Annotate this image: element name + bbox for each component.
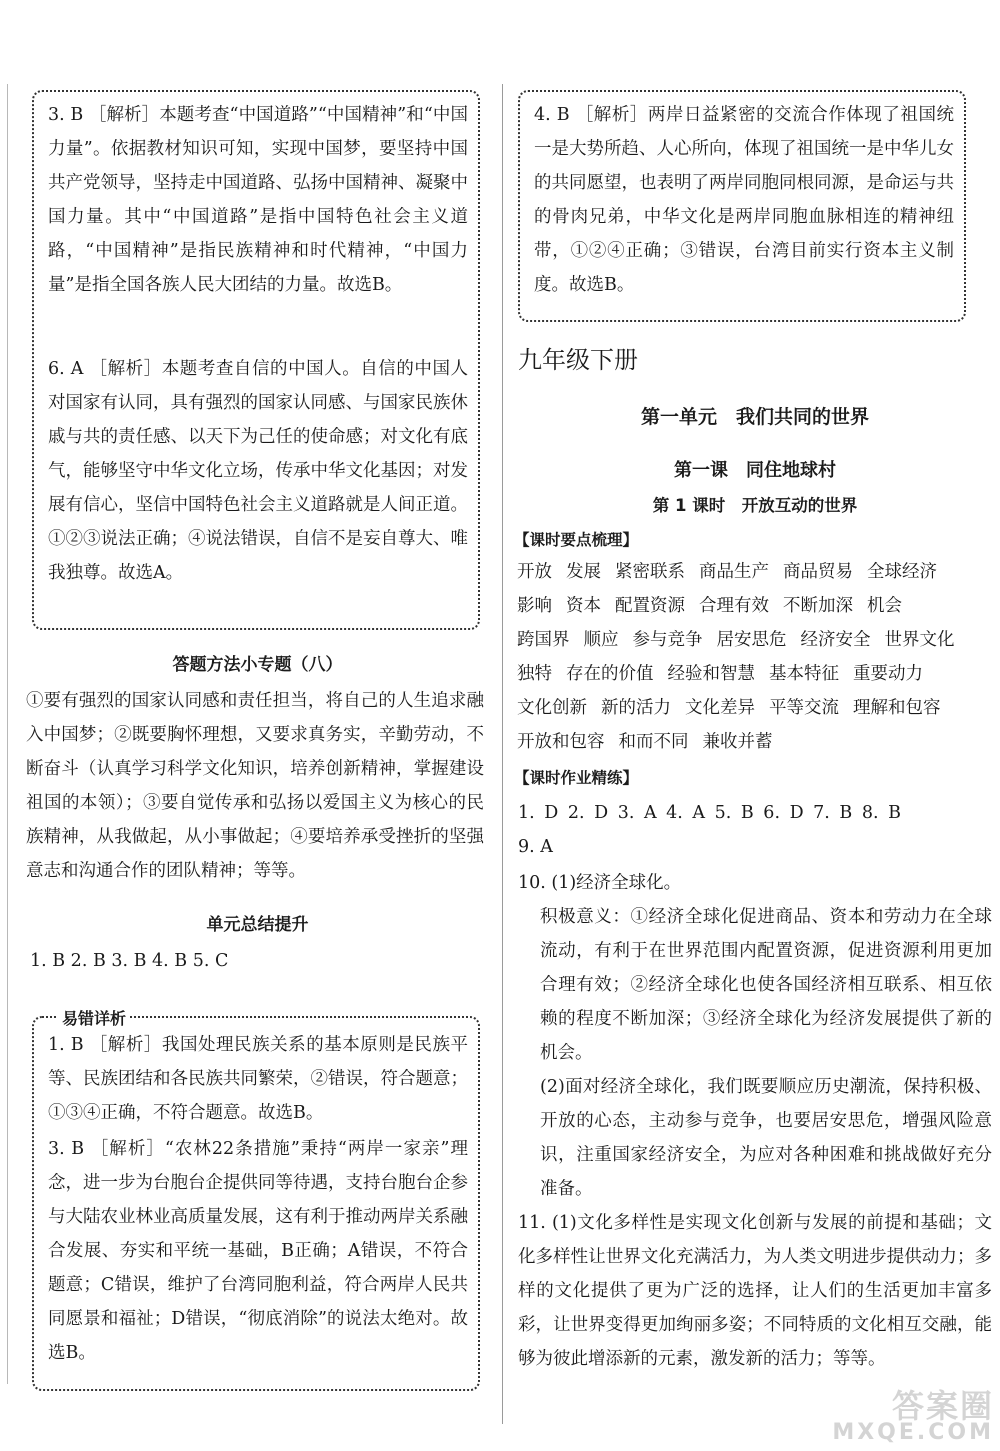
- terms-row-5: [517, 691, 955, 725]
- grade-title: 九年级下册: [518, 346, 638, 374]
- term: 发展: [566, 562, 601, 582]
- term: 全球经济: [867, 562, 937, 582]
- term: 商品生产: [699, 562, 769, 582]
- term: 影响: [517, 596, 552, 616]
- mc-answers-line-2: 9. A: [518, 837, 553, 857]
- unit-title: 第一单元 我们共同的世界: [640, 406, 869, 428]
- term: 和而不同: [618, 732, 689, 752]
- points-header: 【课时要点梳理】: [514, 531, 639, 549]
- term: 文化差异: [685, 698, 755, 718]
- term: 开放: [517, 562, 552, 582]
- mc-answers-line-1: 1. D 2. D 3. A 4. A 5. B 6. D 7. B 8. B: [518, 803, 901, 823]
- error-analysis-label: 易错详析: [58, 1006, 130, 1029]
- box3-item-4: 4. B ［解析］两岸日益紧密的交流合作体现了祖国统一是大势所趋、人心所向，体现了祖国统一是中华儿女的共同愿望，也表明了两岸同胞同根同源，是命运与共的骨肉兄弟，中华文化是两岸同胞血脉相连的精神纽带，①②④正确；③错误，台湾目前实行资本主义制度。故选B。: [534, 105, 954, 295]
- column-divider: [502, 84, 503, 1424]
- period-title: 第 1 课时 开放互动的世界: [652, 496, 858, 515]
- right-column: [510, 0, 1000, 1451]
- terms-row-4: [517, 657, 937, 691]
- term: 文化创新: [517, 698, 587, 718]
- term: 世界文化: [884, 630, 955, 650]
- watermark-logo: [724, 1387, 994, 1448]
- left-column: [0, 0, 497, 1451]
- terms-row-1: [517, 555, 951, 589]
- term: 兼收并蓄: [702, 732, 773, 752]
- term: 存在的价值: [566, 664, 654, 684]
- q10-part2: (2)面对经济全球化，我们既要顺应历史潮流，保持积极、开放的心态，主动参与竞争，也要居安思危，增强风险意识，注重国家经济安全，为应对各种困难和挑战做好充分准备。: [540, 1077, 992, 1199]
- watermark-text-1: 答案圈: [891, 1387, 994, 1425]
- term: 居安思危: [716, 630, 787, 650]
- box1-item-3: 3. B ［解析］本题考查“中国道路”“中国精神”和“中国力量”。依据教材知识可知，实现中国梦，要坚持中国共产党领导，坚持走中国道路、弘扬中国精神、凝聚中国力量。其中“中国道路”是指中国特色社会主义道路，“中国精神”是指民族精神和时代精神，“中国力量”是指全国各族人民大团结的力量。故选B。: [48, 105, 468, 295]
- term: 商品贸易: [783, 562, 853, 582]
- lesson-title: 第一课 同住地球村: [674, 460, 836, 481]
- term: 重要动力: [853, 664, 923, 684]
- practice-header: 【课时作业精练】: [514, 769, 639, 787]
- term: 独特: [517, 664, 552, 684]
- term: 紧密联系: [615, 562, 685, 582]
- watermark-text-2: MXQE.COM: [832, 1420, 994, 1445]
- terms-row-2: [517, 589, 916, 623]
- terms-row-3: [517, 623, 969, 657]
- term: 理解和包容: [853, 698, 941, 718]
- term: 跨国界: [517, 630, 570, 650]
- box1-item-6: 6. A ［解析］本题考查自信的中国人。自信的中国人对国家有认同，具有强烈的国家认同感、与国家民族休戚与共的责任感、以天下为己任的使命感；对文化有底气，能够坚守中华文化立场，传承中华文化基因；对发展有信心，坚信中国特色社会主义道路就是人间正道。①②③说法正确；④说法错误，自信不是妄自尊大、唯我独尊。故选A。: [48, 359, 468, 583]
- term: 开放和包容: [517, 732, 605, 752]
- q11-part1: 11. (1)文化多样性是实现文化创新与发展的前提和基础；文化多样性让世界文化充满活力，为人类文明进步提供动力；多样的文化提供了更为广泛的选择，让人们的生活更加丰富多彩，让世界变得更加绚丽多姿；不同特质的文化相互交融，能够为彼此增添新的元素，激发新的活力；等等。: [518, 1213, 992, 1369]
- term: 平等交流: [769, 698, 839, 718]
- terms-row-6: [517, 725, 787, 759]
- method-section-title: 答题方法小专题（八）: [172, 655, 343, 675]
- method-section-body: ①要有强烈的国家认同感和责任担当，将自己的人生追求融入中国梦；②既要胸怀理想，又要求真务实，辛勤劳动，不断奋斗（认真学习科学文化知识，培养创新精神，掌握建设祖国的本领）；③要自觉传承和弘扬以爱国主义为核心的民族精神，从我做起，从小事做起；④要培养承受挫折的坚强意志和沟通合作的团队精神；等等。: [26, 691, 484, 881]
- term: 不断加深: [783, 596, 853, 616]
- term: 机会: [867, 596, 902, 616]
- term: 顺应: [583, 630, 619, 650]
- term: 合理有效: [699, 596, 769, 616]
- term: 配置资源: [615, 596, 685, 616]
- term: 资本: [566, 596, 601, 616]
- term: 参与竞争: [632, 630, 703, 650]
- box2-item-1: 1. B ［解析］我国处理民族关系的基本原则是民族平等、民族团结和各民族共同繁荣，②错误，符合题意；①③④正确，不符合题意。故选B。: [48, 1035, 468, 1123]
- term: 经验和智慧: [667, 664, 755, 684]
- summary-section-title: 单元总结提升: [206, 915, 309, 935]
- term: 新的活力: [601, 698, 671, 718]
- summary-answers: 1. B 2. B 3. B 4. B 5. C: [30, 951, 229, 971]
- term: 基本特征: [769, 664, 839, 684]
- box2-item-3: 3. B ［解析］“农林22条措施”秉持“两岸一家亲”理念，进一步为台胞台企提供同等待遇，支持台胞台企参与大陆农业林业高质量发展，这有利于推动两岸关系融合发展、夯实和平统一基础，B正确；A错误，不符合题意；C错误，维护了台湾同胞利益，符合两岸人民共同愿景和福祉；D错误，“彻底消除”的说法太绝对。故选B。: [48, 1139, 468, 1363]
- q10-meaning: 积极意义：①经济全球化促进商品、资本和劳动力在全球流动，有利于在世界范围内配置资源，促进资源利用更加合理有效；②经济全球化也使各国经济相互联系、相互依赖的程度不断加深；③经济全球化为经济发展提供了新的机会。: [540, 907, 992, 1063]
- term: 经济安全: [800, 630, 871, 650]
- q10-part1: 10. (1)经济全球化。: [518, 873, 682, 893]
